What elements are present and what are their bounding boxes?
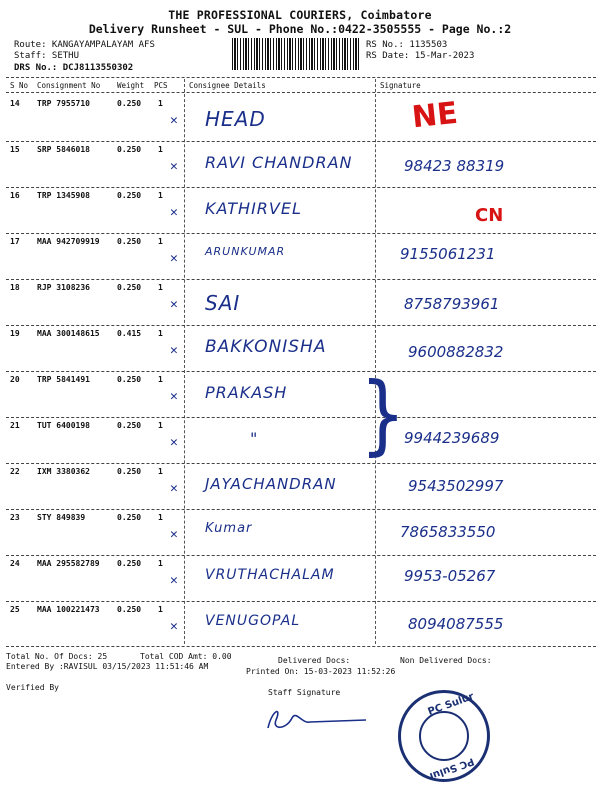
row-consignee-handwritten: PRAKASH (205, 383, 288, 402)
row-divider (6, 279, 596, 280)
rs-number: RS No.: 1135503 (366, 40, 448, 50)
consignee-column-rule (184, 79, 185, 644)
row-consignment: STY 849839 (37, 513, 86, 522)
row-weight: 0.250 (117, 145, 142, 154)
row-sno: 20 (10, 375, 20, 384)
row-divider (6, 233, 596, 234)
row-delivery-tick: ✕ (170, 205, 178, 220)
row-divider (6, 325, 596, 326)
row-divider (6, 417, 596, 418)
printed-on: Printed On: 15-03-2023 11:52:26 (246, 667, 396, 676)
company-title: THE PROFESSIONAL COURIERS, Coimbatore (168, 8, 432, 22)
row-consignment: RJP 3108236 (37, 283, 90, 292)
stamp-text-top: PC Sulur (426, 691, 476, 718)
row-consignee-handwritten: JAYACHANDRAN (205, 475, 337, 493)
staff-signature-label: Staff Signature (268, 688, 341, 697)
row-weight: 0.250 (117, 99, 142, 108)
row-weight: 0.250 (117, 605, 142, 614)
row-pcs: 1 (158, 191, 163, 200)
row-consignee-handwritten: VRUTHACHALAM (205, 567, 335, 583)
row-sno: 24 (10, 559, 20, 568)
row-delivery-tick: ✕ (170, 481, 178, 496)
row-signature-handwritten: 9600882832 (408, 343, 504, 361)
row-sno: 23 (10, 513, 20, 522)
row-consignee-handwritten: HEAD (205, 107, 266, 131)
col-signature: Signature (380, 81, 421, 90)
non-delivered-docs: Non Delivered Docs: (400, 656, 492, 665)
drs-number: DRS No.: DCJ8113550302 (14, 63, 134, 73)
row-pcs: 1 (158, 513, 163, 522)
staff-label: Staff: SETHU (14, 51, 80, 61)
row-pcs: 1 (158, 145, 163, 154)
row-sno: 19 (10, 329, 20, 338)
row-signature-handwritten: 8758793961 (404, 295, 500, 313)
row-consignment: MAA 942709919 (37, 237, 100, 246)
row-delivery-tick: ✕ (170, 527, 178, 542)
barcode (232, 38, 360, 70)
bracket-mark: } (360, 363, 406, 465)
staff-signature (262, 700, 372, 736)
row-pcs: 1 (158, 237, 163, 246)
stamp-inner-ring (419, 711, 469, 761)
row-weight: 0.250 (117, 237, 142, 246)
row-delivery-tick: ✕ (170, 297, 178, 312)
row-consignee-handwritten: SAI (205, 291, 241, 315)
row-consignment: TRP 5841491 (37, 375, 90, 384)
table-top-rule (6, 77, 596, 78)
row-delivery-tick: ✕ (170, 251, 178, 266)
row-consignment: IXM 3380362 (37, 467, 90, 476)
verified-by: Verified By (6, 683, 59, 692)
row-sno: 18 (10, 283, 20, 292)
row-sno: 22 (10, 467, 20, 476)
row-delivery-tick: ✕ (170, 159, 178, 174)
signature-column-rule (375, 79, 376, 644)
row-weight: 0.250 (117, 375, 142, 384)
row-pcs: 1 (158, 375, 163, 384)
row-sno: 14 (10, 99, 20, 108)
row-sno: 21 (10, 421, 20, 430)
row-signature-handwritten: 9944239689 (404, 429, 500, 447)
row-signature-handwritten: 9155061231 (400, 245, 496, 263)
row-consignee-handwritten: RAVI CHANDRAN (205, 153, 353, 172)
row-signature-handwritten: 8094087555 (408, 615, 504, 633)
red-mark-cn: CN (475, 205, 504, 226)
row-weight: 0.250 (117, 283, 142, 292)
row-consignee-handwritten: KATHIRVEL (205, 199, 302, 218)
table-header-rule (6, 92, 596, 93)
row-signature-handwritten: 7865833550 (400, 523, 496, 541)
row-sno: 15 (10, 145, 20, 154)
total-docs: Total No. Of Docs: 25 (6, 652, 108, 661)
red-mark-ne: NE (410, 95, 460, 136)
rs-date: RS Date: 15-Mar-2023 (366, 51, 475, 61)
row-signature-handwritten: 9953-05267 (404, 567, 496, 585)
row-pcs: 1 (158, 329, 163, 338)
row-consignee-handwritten: Kumar (205, 521, 253, 536)
row-consignee-handwritten: ARUNKUMAR (205, 245, 286, 258)
row-consignee-handwritten: " (250, 429, 259, 448)
row-consignment: TRP 7955710 (37, 99, 90, 108)
row-consignment: MAA 300148615 (37, 329, 100, 338)
row-pcs: 1 (158, 99, 163, 108)
row-weight: 0.250 (117, 513, 142, 522)
footer-rule (6, 646, 596, 647)
col-consignment: Consignment No (37, 81, 101, 90)
col-weight: Weight (117, 81, 145, 90)
row-divider (6, 601, 596, 602)
row-consignment: MAA 295582789 (37, 559, 100, 568)
col-pcs: PCS (154, 81, 168, 90)
row-weight: 0.250 (117, 191, 142, 200)
delivered-docs: Delivered Docs: (278, 656, 351, 665)
row-consignee-handwritten: BAKKONISHA (205, 337, 327, 357)
row-sno: 17 (10, 237, 20, 246)
total-cod: Total COD Amt: 0.00 (140, 652, 232, 661)
row-divider (6, 141, 596, 142)
row-delivery-tick: ✕ (170, 435, 178, 450)
row-pcs: 1 (158, 467, 163, 476)
entered-by: Entered By :RAVISUL 03/15/2023 11:51:46 AM (6, 662, 209, 671)
row-pcs: 1 (158, 559, 163, 568)
row-divider (6, 371, 596, 372)
row-pcs: 1 (158, 421, 163, 430)
row-pcs: 1 (158, 283, 163, 292)
row-weight: 0.250 (117, 421, 142, 430)
row-signature-handwritten: 9543502997 (408, 477, 504, 495)
row-weight: 0.415 (117, 329, 142, 338)
row-sno: 16 (10, 191, 20, 200)
col-consignee: Consignee Details (189, 81, 266, 90)
row-sno: 25 (10, 605, 20, 614)
row-consignment: TUT 6400198 (37, 421, 90, 430)
row-consignee-handwritten: VENUGOPAL (205, 613, 301, 629)
row-divider (6, 463, 596, 464)
row-delivery-tick: ✕ (170, 389, 178, 404)
row-divider (6, 509, 596, 510)
row-signature-handwritten: 98423 88319 (404, 157, 505, 175)
row-divider (6, 555, 596, 556)
col-sno: S No (10, 81, 29, 90)
row-divider (6, 187, 596, 188)
row-pcs: 1 (158, 605, 163, 614)
row-consignment: TRP 1345908 (37, 191, 90, 200)
row-consignment: MAA 100221473 (37, 605, 100, 614)
route-label: Route: KANGAYAMPALAYAM AFS (14, 40, 155, 50)
row-consignment: SRP 5846018 (37, 145, 90, 154)
row-weight: 0.250 (117, 559, 142, 568)
row-delivery-tick: ✕ (170, 619, 178, 634)
row-delivery-tick: ✕ (170, 113, 178, 128)
row-weight: 0.250 (117, 467, 142, 476)
stamp-text-bottom: PC Sulur (426, 755, 476, 782)
pc-sulur-stamp (398, 690, 490, 782)
row-delivery-tick: ✕ (170, 573, 178, 588)
runsheet-subtitle: Delivery Runsheet - SUL - Phone No.:0422-3505555 - Page No.:2 (88, 22, 512, 36)
row-delivery-tick: ✕ (170, 343, 178, 358)
